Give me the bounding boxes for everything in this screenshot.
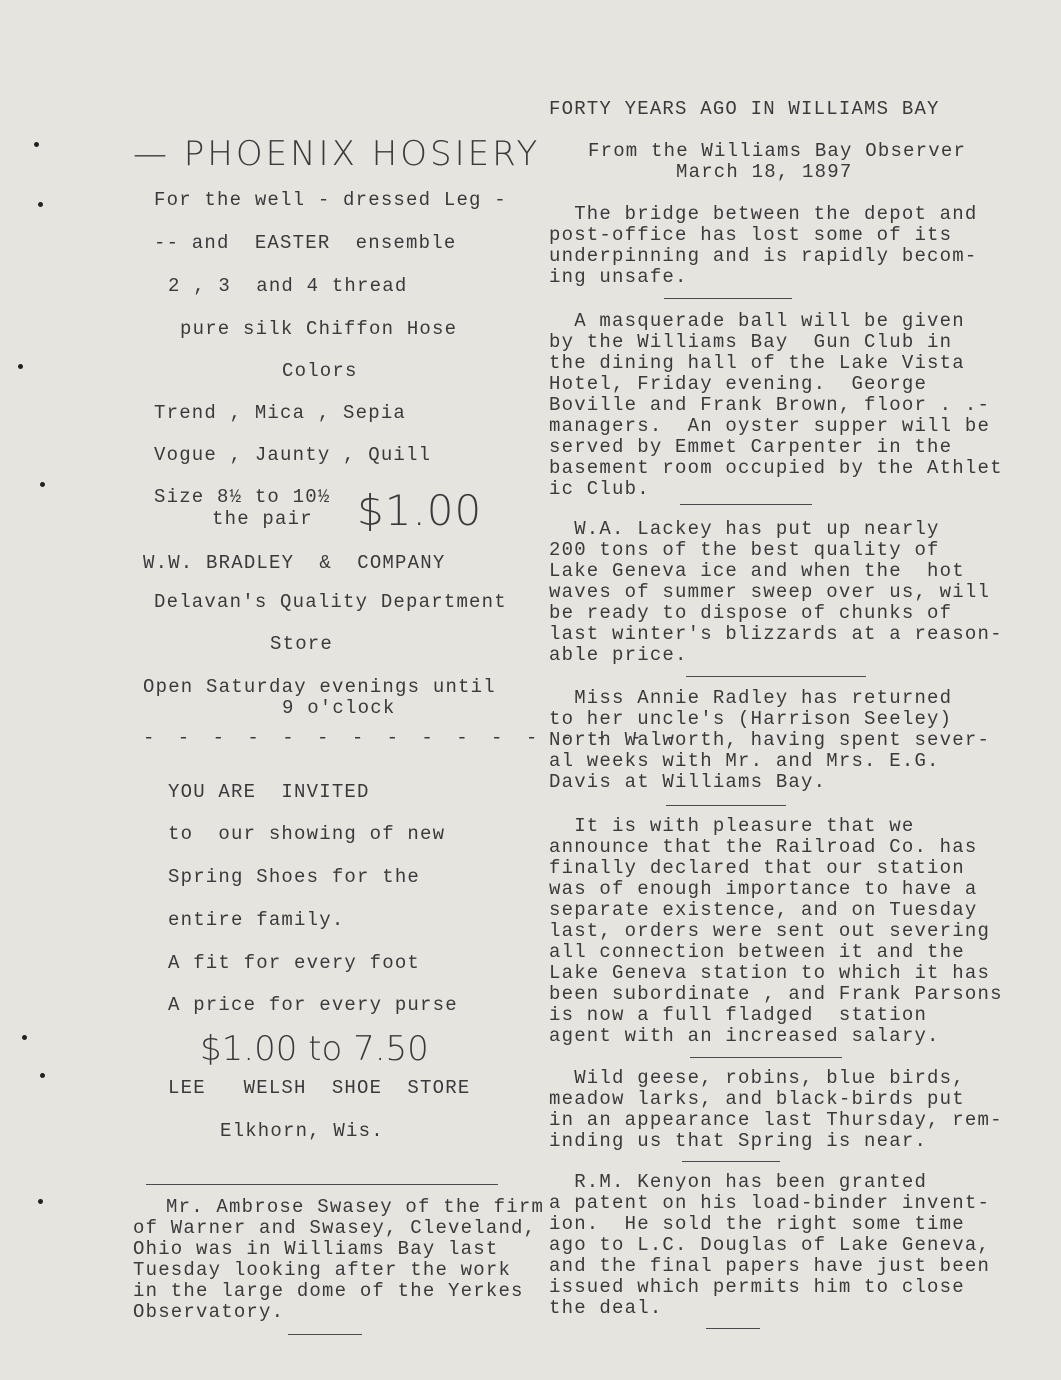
store-description: Store [270,633,334,655]
news-line: meadow larks, and black-birds put [549,1088,965,1110]
news-line: agent with an increased salary. [549,1025,940,1047]
news-line: R.M. Kenyon has been granted [549,1171,928,1193]
news-line: been subordinate , and Frank Parsons [549,983,1003,1005]
ad-line: 2 , 3 and 4 thread [168,275,408,297]
news-line: It is with pleasure that we [549,815,915,837]
ad-line: entire family. [168,909,345,931]
binder-hole [38,202,43,207]
news-line: inding us that Spring is near. [549,1130,928,1152]
ad-line: YOU ARE INVITED [168,781,370,803]
hosiery-title: — PHOENIX HOSIERY [133,134,541,174]
news-line: Observatory. [133,1301,285,1323]
divider-rule [288,1334,362,1335]
news-line: issued which permits him to close [549,1276,965,1298]
ad-line: -- and EASTER ensemble [154,232,457,254]
news-line: be ready to dispose of chunks of [549,602,953,624]
ad-line: For the well - dressed Leg - [154,189,507,211]
news-line: North Walworth, having spent sever- [549,729,991,751]
ad-line: Trend , Mica , Sepia [154,402,407,424]
news-line: ing unsafe. [549,266,688,288]
shoe-price-range: $1.00 to 7.50 [200,1029,429,1069]
news-line: the deal. [549,1297,663,1319]
page-title: FORTY YEARS AGO IN WILLIAMS BAY [549,98,940,120]
divider-rule [706,1328,760,1329]
ad-line: pure silk Chiffon Hose [180,318,458,340]
divider-rule [680,504,812,505]
news-line: served by Emmet Carpenter in the [549,436,953,458]
store-hours: 9 o'clock [282,697,396,719]
store-name: LEE WELSH SHOE STORE [168,1077,471,1099]
section-divider: - - - - - - - - - - - - - - - - [143,727,683,749]
ad-line: to our showing of new [168,823,446,845]
news-line: al weeks with Mr. and Mrs. E.G. [549,750,940,772]
news-line: ic Club. [549,478,650,500]
source-line: From the Williams Bay Observer [588,140,967,162]
news-line: of Warner and Swasey, Cleveland, [133,1217,537,1239]
news-line: ago to L.C. Douglas of Lake Geneva, [549,1234,991,1256]
news-line: post-office has lost some of its [549,224,953,246]
news-line: a patent on his load-binder invent- [549,1192,991,1214]
news-line: in the large dome of the Yerkes [133,1280,524,1302]
news-line: Ohio was in Williams Bay last [133,1238,499,1260]
divider-rule [686,676,866,677]
divider-rule [690,1057,842,1058]
hosiery-price: $1.00 [357,486,483,535]
store-description: Delavan's Quality Department [154,591,507,613]
divider-rule [664,298,792,299]
divider-rule [682,1161,780,1162]
news-line: last winter's blizzards at a reason- [549,623,1003,645]
news-line: Davis at Williams Bay. [549,771,827,793]
news-line: waves of summer sweep over us, will [549,581,991,603]
news-line: finally declared that our station [549,857,965,879]
news-line: Wild geese, robins, blue birds, [549,1067,965,1089]
news-line: A masquerade ball will be given [549,310,965,332]
size-line: the pair [212,508,313,530]
ad-line: Colors [282,360,358,382]
news-line: 200 tons of the best quality of [549,539,940,561]
news-line: The bridge between the depot and [549,203,978,225]
news-line: Miss Annie Radley has returned [549,687,953,709]
news-line: Lake Geneva ice and when the hot [549,560,965,582]
source-date: March 18, 1897 [676,161,853,183]
news-line: Boville and Frank Brown, floor . .- [549,394,991,416]
news-line: W.A. Lackey has put up nearly [549,518,940,540]
news-line: and the final papers have just been [549,1255,991,1277]
ad-line: Vogue , Jaunty , Quill [154,444,432,466]
news-line: the dining hall of the Lake Vista [549,352,965,374]
news-line: managers. An oyster supper will be [549,415,991,437]
news-line: separate existence, and on Tuesday [549,899,978,921]
news-line: by the Williams Bay Gun Club in [549,331,953,353]
store-location: Elkhorn, Wis. [220,1120,384,1142]
news-line: to her uncle's (Harrison Seeley) [549,708,953,730]
divider-rule [666,805,786,806]
news-line: all connection between it and the [549,941,965,963]
news-line: in an appearance last Thursday, rem- [549,1109,1003,1131]
binder-hole [18,364,23,369]
store-name: W.W. BRADLEY & COMPANY [143,552,446,574]
size-line: Size 8½ to 10½ [154,486,331,508]
news-line: able price. [549,644,688,666]
news-line: announce that the Railroad Co. has [549,836,978,858]
news-line: basement room occupied by the Athlet [549,457,1003,479]
news-line: Tuesday looking after the work [133,1259,512,1281]
binder-hole [34,142,39,147]
binder-hole [40,1073,45,1078]
binder-hole [22,1035,27,1040]
binder-hole [38,1199,43,1204]
news-line: Lake Geneva station to which it has [549,962,991,984]
store-hours: Open Saturday evenings until [143,676,496,698]
news-line: is now a full fladged station [549,1004,928,1026]
news-line: Mr. Ambrose Swasey of the firm [166,1196,545,1218]
news-line: Hotel, Friday evening. George [549,373,928,395]
ad-line: Spring Shoes for the [168,866,421,888]
news-line: last, orders were sent out severing [549,920,991,942]
news-line: underpinning and is rapidly becom- [549,245,978,267]
news-line: ion. He sold the right some time [549,1213,965,1235]
binder-hole [40,482,45,487]
news-line: was of enough importance to have a [549,878,978,900]
ad-line: A price for every purse [168,994,458,1016]
ad-line: A fit for every foot [168,952,421,974]
divider-rule [146,1184,498,1185]
